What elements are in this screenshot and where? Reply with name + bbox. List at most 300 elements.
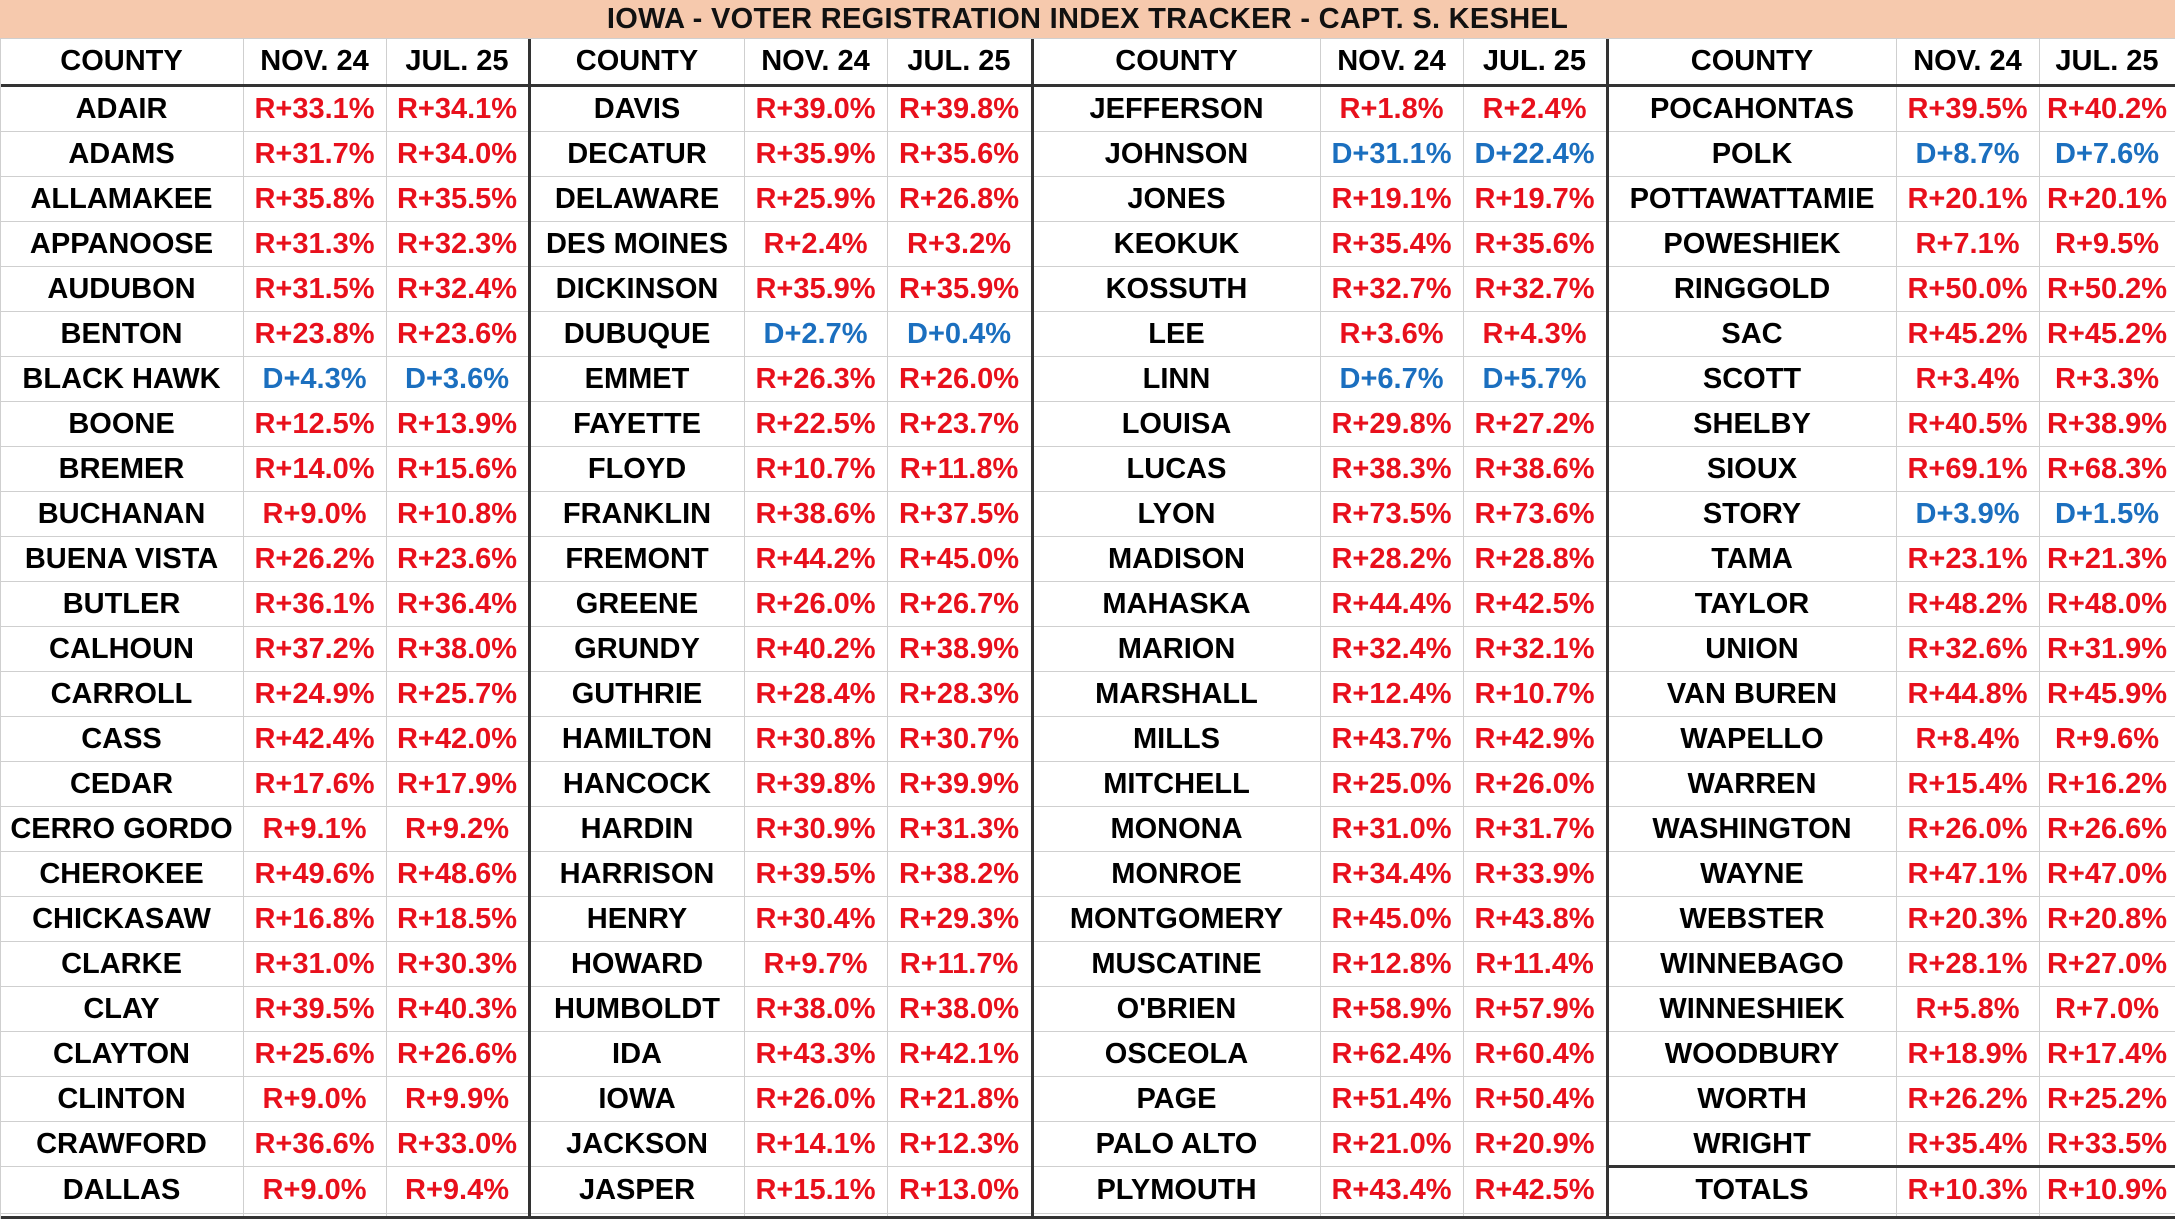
index-nov24: R+51.4% [1331,1083,1452,1115]
index-nov24: R+44.4% [1331,588,1452,620]
index-nov24: R+32.7% [1331,273,1452,305]
index-jul25: R+27.0% [2046,948,2168,980]
index-nov24: R+43.4% [1331,1174,1452,1206]
county-name: CLINTON [57,1083,186,1115]
index-nov24: R+73.5% [1331,498,1452,530]
county-name: RINGGOLD [1673,273,1831,305]
index-nov24: R+17.6% [254,768,375,800]
county-name: BUCHANAN [37,498,206,530]
index-jul25: R+35.5% [396,183,518,215]
index-jul25: R+21.3% [2046,543,2168,575]
index-nov24: R+39.5% [1907,93,2028,125]
index-nov24: R+9.1% [262,813,367,845]
county-name: MILLS [1133,723,1220,755]
county-name: TAMA [1711,543,1793,575]
index-jul25: R+30.3% [396,948,518,980]
grid-line [0,84,2175,87]
index-jul25: R+48.6% [396,858,518,890]
index-nov24: R+19.1% [1331,183,1452,215]
county-name: WEBSTER [1679,903,1825,935]
index-jul25: R+33.9% [1474,858,1595,890]
county-name: MONROE [1111,858,1242,890]
index-jul25: R+45.9% [2046,678,2168,710]
index-jul25: R+38.9% [898,633,1020,665]
index-jul25: R+25.7% [396,678,518,710]
index-jul25: R+9.6% [2055,723,2159,755]
index-nov24: R+12.8% [1331,948,1452,980]
county-name: DAVIS [593,93,681,125]
county-name: HARRISON [559,858,715,890]
index-nov24: R+14.1% [755,1128,876,1160]
index-nov24: R+31.7% [254,138,375,170]
index-nov24: R+31.0% [254,948,375,980]
index-jul25: R+3.2% [907,228,1011,260]
index-jul25: D+22.4% [1474,138,1595,170]
county-name: BOONE [68,408,175,440]
index-jul25: R+35.6% [1474,228,1595,260]
county-name: GUTHRIE [571,678,703,710]
index-nov24: R+26.0% [1907,813,2028,845]
index-jul25: R+73.6% [1474,498,1595,530]
index-nov24: D+2.7% [763,318,868,350]
index-jul25: R+38.0% [898,993,1020,1025]
index-nov24: R+10.7% [755,453,876,485]
county-name: DELAWARE [554,183,720,215]
county-name: POTTAWATTAMIE [1629,183,1875,215]
index-jul25: R+32.7% [1474,273,1595,305]
county-name: OSCEOLA [1104,1038,1249,1070]
index-jul25: R+50.4% [1474,1083,1595,1115]
index-jul25: R+11.8% [899,453,1019,485]
index-nov24: R+42.4% [254,723,375,755]
index-jul25: R+26.0% [898,363,1020,395]
county-name: SIOUX [1706,453,1798,485]
index-nov24: R+9.7% [763,948,868,980]
county-name: CLAYTON [53,1038,190,1070]
index-nov24: R+30.4% [755,903,876,935]
county-name: MAHASKA [1102,588,1251,620]
index-jul25: R+40.3% [396,993,518,1025]
county-name: DES MOINES [545,228,729,260]
index-nov24: R+23.1% [1907,543,2028,575]
grid-line [528,39,531,1219]
index-nov24: R+38.0% [755,993,876,1025]
index-jul25: R+26.6% [396,1038,518,1070]
county-name: FAYETTE [573,408,701,440]
column-header-nov24: NOV. 24 [761,45,870,77]
index-jul25: R+4.3% [1482,318,1587,350]
index-nov24: R+3.6% [1339,318,1444,350]
index-jul25: R+23.7% [898,408,1020,440]
index-nov24: R+9.0% [262,1083,367,1115]
county-name: EMMET [584,363,690,395]
index-nov24: R+39.5% [254,993,375,1025]
index-jul25: R+11.4% [1475,948,1594,980]
index-jul25: R+57.9% [1474,993,1595,1025]
index-nov24: R+44.8% [1907,678,2028,710]
index-jul25: R+38.2% [898,858,1020,890]
county-name: CARROLL [50,678,193,710]
county-name: STORY [1702,498,1802,530]
index-jul25: D+3.6% [405,363,509,395]
index-jul25: R+7.0% [2055,993,2159,1025]
county-name: JASPER [578,1174,696,1206]
county-name: CEDAR [69,768,174,800]
index-nov24: R+26.2% [1907,1083,2028,1115]
index-nov24: R+40.2% [755,633,876,665]
grid-line [0,39,1,1219]
totals-label: TOTALS [1695,1174,1809,1206]
index-nov24: R+5.8% [1915,993,2020,1025]
index-nov24: R+47.1% [1907,858,2028,890]
index-jul25: R+15.6% [396,453,518,485]
index-jul25: R+9.9% [405,1083,509,1115]
index-jul25: R+13.0% [898,1174,1020,1206]
index-nov24: R+9.0% [262,498,367,530]
county-name: CHICKASAW [32,903,211,935]
county-name: JACKSON [566,1128,708,1160]
county-name: DUBUQUE [563,318,711,350]
index-jul25: R+9.2% [405,813,509,845]
column-header-county: COUNTY [1115,45,1238,77]
grid-line [2039,39,2040,1219]
index-nov24: R+69.1% [1907,453,2028,485]
index-nov24: R+15.4% [1907,768,2028,800]
index-jul25: R+20.9% [1474,1128,1595,1160]
county-name: PALO ALTO [1095,1128,1258,1160]
index-nov24: R+30.9% [755,813,876,845]
index-nov24: R+30.8% [755,723,876,755]
index-nov24: R+1.8% [1339,93,1444,125]
index-jul25: R+20.1% [2046,183,2168,215]
index-nov24: R+3.4% [1915,363,2020,395]
index-nov24: R+39.0% [755,93,876,125]
index-jul25: R+36.4% [396,588,518,620]
county-name: FREMONT [565,543,709,575]
grid-line [1896,39,1897,1219]
index-jul25: R+34.1% [396,93,518,125]
column-header-jul25: JUL. 25 [2055,45,2159,77]
index-nov24: R+14.0% [254,453,375,485]
county-name: CALHOUN [49,633,194,665]
index-jul25: R+31.9% [2046,633,2168,665]
grid-line [1608,1213,2175,1214]
county-name: VAN BUREN [1666,678,1838,710]
grid-line [530,1213,1031,1214]
index-nov24: R+38.6% [755,498,876,530]
county-name: DALLAS [62,1174,181,1206]
index-jul25: R+48.0% [2046,588,2168,620]
county-name: JONES [1127,183,1226,215]
index-jul25: R+32.4% [396,273,518,305]
county-name: BREMER [58,453,185,485]
index-nov24: R+20.3% [1907,903,2028,935]
index-nov24: R+24.9% [254,678,375,710]
index-jul25: R+45.0% [898,543,1020,575]
county-name: MADISON [1108,543,1245,575]
county-name: MONTGOMERY [1069,903,1284,935]
index-jul25: R+33.0% [396,1128,518,1160]
county-name: HANCOCK [562,768,712,800]
index-jul25: R+17.4% [2046,1038,2168,1070]
county-name: POWESHIEK [1663,228,1841,260]
county-name: HARDIN [580,813,694,845]
index-nov24: R+36.1% [254,588,375,620]
county-name: ADAMS [68,138,175,170]
index-nov24: R+34.4% [1331,858,1452,890]
index-nov24: R+12.4% [1331,678,1452,710]
index-nov24: R+8.4% [1915,723,2020,755]
index-jul25: D+7.6% [2055,138,2159,170]
grid-line [887,39,888,1219]
county-name: HOWARD [570,948,704,980]
county-name: APPANOOSE [29,228,214,260]
county-name: MONONA [1110,813,1243,845]
index-nov24: R+9.0% [262,1174,367,1206]
index-jul25: R+47.0% [2046,858,2168,890]
index-jul25: R+68.3% [2046,453,2168,485]
index-jul25: R+2.4% [1482,93,1587,125]
county-name: CLAY [83,993,160,1025]
index-jul25: R+16.2% [2046,768,2168,800]
grid-line [1463,39,1464,1219]
index-jul25: R+28.3% [898,678,1020,710]
index-jul25: R+39.8% [898,93,1020,125]
index-nov24: R+39.5% [755,858,876,890]
index-jul25: R+35.9% [898,273,1020,305]
county-name: WAPELLO [1680,723,1824,755]
index-jul25: R+20.8% [2046,903,2168,935]
index-nov24: R+22.5% [755,408,876,440]
index-nov24: R+26.0% [755,1083,876,1115]
index-jul25: R+42.9% [1474,723,1595,755]
county-name: JEFFERSON [1089,93,1264,125]
index-nov24: R+26.3% [755,363,876,395]
index-jul25: R+26.7% [898,588,1020,620]
index-jul25: R+13.9% [396,408,518,440]
county-name: CLARKE [61,948,182,980]
index-jul25: R+18.5% [396,903,518,935]
index-nov24: R+15.1% [755,1174,876,1206]
county-name: CERRO GORDO [10,813,233,845]
index-nov24: R+45.0% [1331,903,1452,935]
index-jul25: R+60.4% [1474,1038,1595,1070]
index-jul25: R+43.8% [1474,903,1595,935]
county-name: WAYNE [1700,858,1804,890]
index-jul25: R+38.0% [396,633,518,665]
index-jul25: D+5.7% [1482,363,1587,395]
county-name: SCOTT [1702,363,1802,395]
county-name: CRAWFORD [36,1128,207,1160]
index-nov24: R+31.5% [254,273,375,305]
county-name: PLYMOUTH [1096,1174,1257,1206]
column-header-nov24: NOV. 24 [1913,45,2022,77]
index-jul25: D+0.4% [907,318,1011,350]
county-name: POLK [1711,138,1793,170]
index-nov24: R+44.2% [755,543,876,575]
index-nov24: R+23.8% [254,318,375,350]
county-name: MARSHALL [1095,678,1258,710]
index-jul25: R+30.7% [898,723,1020,755]
index-nov24: R+36.6% [254,1128,375,1160]
county-name: DECATUR [567,138,707,170]
county-name: WINNEBAGO [1660,948,1844,980]
index-jul25: R+38.9% [2046,408,2168,440]
index-nov24: R+35.9% [755,273,876,305]
index-jul25: R+42.1% [898,1038,1020,1070]
index-jul25: R+33.5% [2046,1128,2168,1160]
index-nov24: R+31.0% [1331,813,1452,845]
county-name: HUMBOLDT [554,993,720,1025]
index-nov24: R+43.3% [755,1038,876,1070]
county-name: LINN [1142,363,1211,395]
index-nov24: R+28.2% [1331,543,1452,575]
county-name: FLOYD [587,453,687,485]
totals-jul25: R+10.9% [2046,1174,2168,1206]
column-header-jul25: JUL. 25 [907,45,1011,77]
grid-line [1608,1165,2175,1168]
index-jul25: R+9.4% [405,1174,509,1206]
index-nov24: R+18.9% [1907,1038,2028,1070]
county-name: BLACK HAWK [22,363,221,395]
county-name: WOODBURY [1664,1038,1840,1070]
index-nov24: R+28.1% [1907,948,2028,980]
index-jul25: R+32.1% [1474,633,1595,665]
county-name: IDA [612,1038,662,1070]
index-jul25: R+19.7% [1474,183,1595,215]
index-jul25: R+12.3% [898,1128,1020,1160]
index-jul25: D+1.5% [2055,498,2159,530]
county-name: IOWA [598,1083,676,1115]
county-name: WORTH [1697,1083,1807,1115]
index-nov24: R+21.0% [1331,1128,1452,1160]
county-name: MUSCATINE [1091,948,1262,980]
county-name: HENRY [586,903,688,935]
index-nov24: R+35.4% [1331,228,1452,260]
index-jul25: R+29.3% [898,903,1020,935]
index-nov24: R+37.2% [254,633,375,665]
county-name: JOHNSON [1104,138,1249,170]
index-nov24: R+45.2% [1907,318,2028,350]
index-jul25: R+26.0% [1474,768,1595,800]
county-name: AUDUBON [47,273,196,305]
county-name: SHELBY [1693,408,1811,440]
index-jul25: R+38.6% [1474,453,1595,485]
index-jul25: R+21.8% [898,1083,1020,1115]
index-nov24: R+48.2% [1907,588,2028,620]
index-nov24: R+20.1% [1907,183,2028,215]
index-jul25: R+9.5% [2055,228,2159,260]
index-nov24: R+43.7% [1331,723,1452,755]
index-nov24: R+2.4% [763,228,868,260]
index-jul25: R+23.6% [396,318,518,350]
county-name: TAYLOR [1694,588,1810,620]
index-jul25: R+42.5% [1474,1174,1595,1206]
index-nov24: D+4.3% [262,363,367,395]
county-name: WARREN [1687,768,1817,800]
grid-line [0,1213,528,1214]
county-name: GREENE [575,588,699,620]
index-jul25: R+28.8% [1474,543,1595,575]
column-header-nov24: NOV. 24 [1337,45,1446,77]
index-nov24: R+35.9% [755,138,876,170]
column-header-nov24: NOV. 24 [260,45,369,77]
index-jul25: R+25.2% [2046,1083,2168,1115]
county-name: KOSSUTH [1105,273,1248,305]
index-jul25: R+42.0% [396,723,518,755]
index-jul25: R+50.2% [2046,273,2168,305]
index-nov24: R+7.1% [1915,228,2020,260]
index-nov24: D+6.7% [1339,363,1444,395]
index-nov24: R+28.4% [755,678,876,710]
index-nov24: R+39.8% [755,768,876,800]
index-nov24: R+62.4% [1331,1038,1452,1070]
index-nov24: R+50.0% [1907,273,2028,305]
county-name: WINNESHIEK [1659,993,1845,1025]
county-name: DICKINSON [555,273,719,305]
county-name: KEOKUK [1113,228,1240,260]
index-nov24: R+32.4% [1331,633,1452,665]
index-nov24: R+35.4% [1907,1128,2028,1160]
county-name: MARION [1117,633,1236,665]
county-name: FRANKLIN [562,498,712,530]
county-name: SAC [1721,318,1783,350]
index-jul25: R+26.6% [2046,813,2168,845]
county-name: LOUISA [1121,408,1232,440]
grid-line [1606,39,1609,1219]
grid-line [1031,39,1034,1219]
grid-line [744,39,745,1219]
index-jul25: R+39.9% [898,768,1020,800]
index-nov24: R+26.0% [755,588,876,620]
county-name: WASHINGTON [1652,813,1852,845]
index-nov24: R+32.6% [1907,633,2028,665]
county-name: CASS [81,723,162,755]
index-jul25: R+31.7% [1474,813,1595,845]
column-header-county: COUNTY [60,45,183,77]
index-jul25: R+34.0% [396,138,518,170]
index-nov24: R+25.6% [254,1038,375,1070]
index-jul25: R+32.3% [396,228,518,260]
county-name: UNION [1705,633,1799,665]
index-jul25: R+42.5% [1474,588,1595,620]
index-jul25: R+37.5% [898,498,1020,530]
index-nov24: D+3.9% [1915,498,2020,530]
county-name: BUENA VISTA [24,543,219,575]
county-name: GRUNDY [574,633,700,665]
index-jul25: R+27.2% [1474,408,1595,440]
index-nov24: R+25.0% [1331,768,1452,800]
column-header-jul25: JUL. 25 [405,45,509,77]
county-name: LEE [1148,318,1205,350]
index-nov24: R+35.8% [254,183,375,215]
county-name: O'BRIEN [1116,993,1237,1025]
index-jul25: R+26.8% [898,183,1020,215]
county-name: PAGE [1136,1083,1217,1115]
index-nov24: R+58.9% [1331,993,1452,1025]
totals-nov24: R+10.3% [1907,1174,2028,1206]
index-jul25: R+31.3% [898,813,1020,845]
index-jul25: R+23.6% [396,543,518,575]
county-name: LUCAS [1126,453,1227,485]
index-nov24: R+38.3% [1331,453,1452,485]
column-header-county: COUNTY [1690,45,1814,77]
index-nov24: R+31.3% [254,228,375,260]
grid-line [1320,39,1321,1219]
index-nov24: D+31.1% [1331,138,1452,170]
grid-line [386,39,387,1219]
index-nov24: R+12.5% [254,408,375,440]
